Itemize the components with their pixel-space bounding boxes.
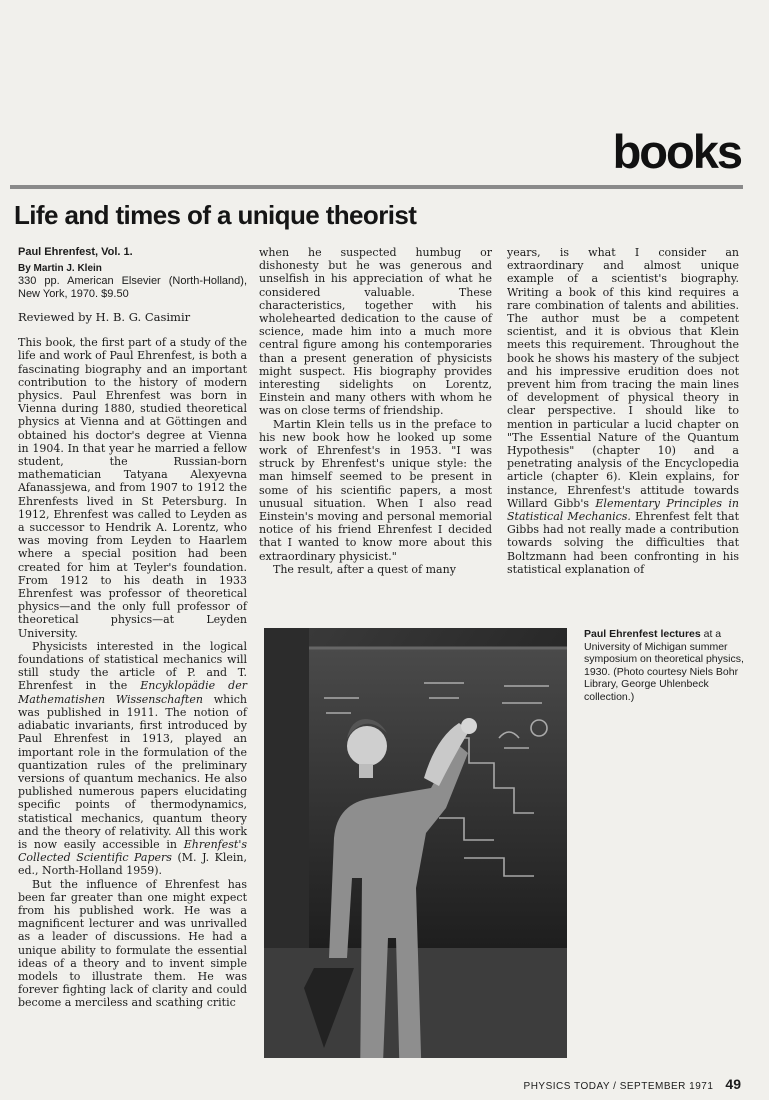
encyclopedia-title: Encyklopädie der Mathematishen Wissenschaften [18, 679, 247, 706]
book-author: By Martin J. Klein [18, 263, 102, 274]
paragraph: But the influence of Ehrenfest has been far greater than one might expect from his published work. He was a magnificent lecturer and was unrivalled as a leader of discussions. He had a unique ability to formulate the essential ideas of a theory and to invent simple models to illustrate them. He was forever fighting lack of clarity and could become a merciless and scathing critic [18, 877, 247, 1010]
caption-lead: Paul Ehrenfest lectures [584, 628, 701, 640]
column-2 [259, 246, 492, 576]
paragraph: Martin Klein tells us in the preface to his new book how he looked up some work of Ehrenfest's in 1953. "I was struck by Ehrenfest's unique style: the man himself seemed to be present in some of his scientific papers, a most unusual situation. When I also read Einstein's moving and personal memorial notice of his friend Ehrenfest I decided that I wanted to know more about this extraordinary physicist." [259, 417, 492, 563]
paragraph: Physicists interested in the logical foundations of statistical mechanics will still study the article of P. and T. Ehrenfest in the Encyklopädie der Mathematishen Wissenschaften which was published in 1911. The notion of adiabatic invariants, first introduced by Paul Ehrenfest in 1913, played an important role in the formulation of the quantization rules of the preliminary versions of quantum mechanics. He also published numerous papers elucidating specific points of thermodynamics, statistical mechanics, quantum theory and the theory of relativity. All this work is now easily accessible in Ehrenfest's Collected Scientific Papers (M. J. Klein, ed., North-Holland 1959). [18, 639, 247, 878]
photo-illustration [264, 628, 567, 1058]
column-3 [507, 246, 739, 576]
header-rule [10, 185, 743, 189]
photo-caption [584, 628, 754, 703]
paragraph: This book, the first part of a study of the life and work of Paul Ehrenfest, is both a fascinating biography and an important contribution to the history of modern physics. Paul Ehrenfest was born in Vienna during 1880, studied theoretical physics at Vienna and at Göttingen and obtained his doctor's degree at Vienna in 1904. In that year he married a fellow student, the Russian-born mathematician Tatyana Alexyevna Afanassjewa, and from 1907 to 1912 the Ehrenfests lived in St Petersburg. In 1912, Ehrenfest was called to Leyden as a successor to Hendrik A. Lorentz, who was moving from Leyden to Haarlem where a special position had been created for him at Teyler's foundation. From 1912 to his death in 1933 Ehrenfest was professor of theoretical physics—and the only full professor of theoretical physics—at Leyden University. [18, 336, 247, 640]
book-title: Paul Ehrenfest, Vol. 1. [18, 246, 133, 258]
caption-text: at a University of Michigan summer symposium on theoretical physics, 1930. (Photo courtesy Niels Bohr Library, George Uhlenbeck collection.) [584, 628, 744, 703]
journal-info: PHYSICS TODAY / SEPTEMBER 1971 [523, 1081, 714, 1092]
collected-papers-title: Ehrenfest's Collected Scientific Papers [18, 837, 247, 865]
ehrenfest-lecture-photo [264, 628, 567, 1058]
page-footer [524, 1076, 741, 1092]
section-title: books [612, 125, 741, 178]
gibbs-book-title: Elementary Principles in Statistical Mechanics. [507, 496, 739, 524]
paragraph: years, is what I consider an extraordinary and almost unique example of a scientist's biography. Writing a book of this kind requires a rare combination of talents and abilities. The author must be a competent scientist, and it is obvious that Klein meets this requirement. Throughout the book he shows his mastery of the subject and his impressive erudition does not prevent him from tracing the main lines of development of physical theory in clear perspective. I should like to mention in particular a lucid chapter on "The Essential Nature of the Quantum Hypothesis" (chapter 10) and a penetrating analysis of the Encyclopedia article (chapter 6). Klein explains, for instance, Ehrenfest's attitude towards Willard Gibb's Elementary Principles in Statistical Mechanics. Ehrenfest felt that Gibbs had not really made a contribution towards solving the difficulties that Boltzmann had been confronting in his statistical explanation of [507, 246, 739, 576]
book-publisher: 330 pp. American Elsevier (North-Holland), New York, 1970. $9.50 [18, 275, 247, 300]
column-1 [18, 246, 247, 1010]
reviewer: Reviewed by H. B. G. Casimir [18, 310, 191, 324]
paragraph: when he suspected humbug or dishonesty but he was generous and unselfish in his appreciation of what he considered valuable. These characteristics, together with his wholehearted dedication to the cause of science, made him into a much more central figure among his contemporaries than a present generation of physicists might suspect. His biography provides interesting sidelights on Lorentz, Einstein and many others with whom he was on close terms of friendship. [259, 246, 492, 418]
page-number: 49 [725, 1076, 741, 1092]
book-info [18, 246, 247, 301]
article-headline: Life and times of a unique theorist [14, 200, 417, 230]
paragraph: The result, after a quest of many [273, 562, 456, 576]
